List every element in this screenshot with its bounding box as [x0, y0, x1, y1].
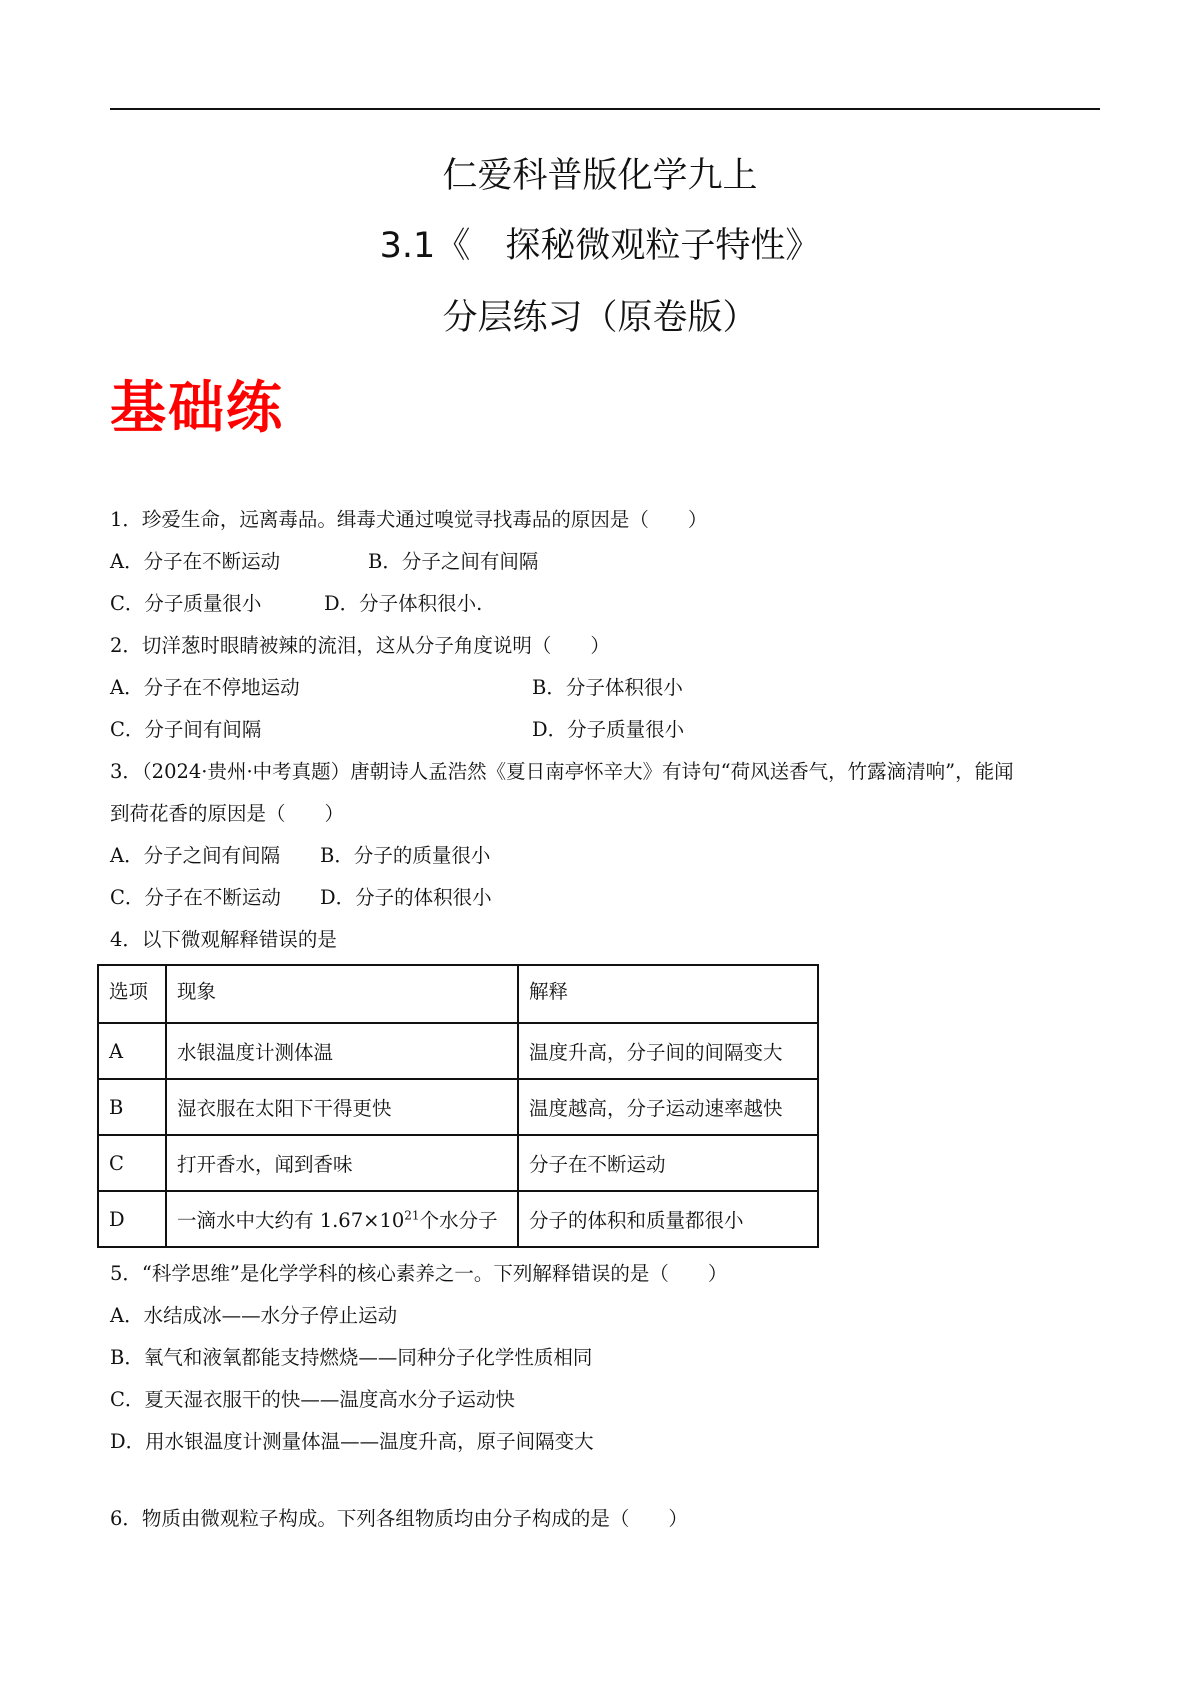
table-cell-phenomenon: 水银温度计测体温	[166, 1023, 518, 1079]
question-1-option-a: A．分子在不断运动	[110, 550, 281, 573]
question-3-option-a: A．分子之间有间隔	[110, 844, 281, 867]
question-2-option-b: B．分子体积很小	[532, 676, 683, 699]
table-cell-phenomenon: 打开香水，闻到香味	[166, 1135, 518, 1191]
question-6-stem: 6．物质由微观粒子构成。下列各组物质均由分子构成的是（ ）	[110, 1507, 688, 1530]
table-cell-phenomenon: 湿衣服在太阳下干得更快	[166, 1079, 518, 1135]
question-3-option-b: B．分子的质量很小	[320, 844, 491, 867]
table-cell-phenomenon	[166, 1191, 518, 1247]
table-cell-explanation: 温度升高，分子间的间隔变大	[518, 1023, 818, 1079]
question-1-option-b: B．分子之间有间隔	[368, 550, 539, 573]
question-1-option-c: C．分子质量很小	[110, 592, 262, 615]
phenomenon-text-post: 个水分子	[419, 1209, 498, 1232]
table-header-explanation: 解释	[518, 965, 818, 1023]
question-3-stem-line2: 到荷花香的原因是（ ）	[110, 802, 345, 825]
header-rule	[110, 108, 1100, 110]
table-row	[98, 1191, 818, 1247]
table-row	[98, 1079, 818, 1135]
question-3-stem-line1: 3．（2024·贵州·中考真题）唐朝诗人孟浩然《夏日南亭怀辛大》有诗句“荷风送香气，竹露滴清响”，能闻	[110, 760, 1014, 783]
table-header-phenomenon: 现象	[166, 965, 518, 1023]
table-cell-explanation: 分子的体积和质量都很小	[518, 1191, 818, 1247]
table-cell-explanation: 温度越高，分子运动速率越快	[518, 1079, 818, 1135]
section-title: 基础练	[110, 376, 284, 441]
table-header-row	[98, 965, 818, 1023]
question-3-option-d: D．分子的体积很小	[320, 886, 492, 909]
table-header-option: 选项	[98, 965, 166, 1023]
document-subtitle: 分层练习（原卷版）	[442, 298, 758, 338]
question-5-option-a: A．水结成冰——水分子停止运动	[110, 1304, 398, 1327]
question-2-option-c: C．分子间有间隔	[110, 718, 262, 741]
document-title: 仁爱科普版化学九上	[442, 156, 758, 196]
table-cell-option: A	[98, 1023, 166, 1079]
question-5-option-c: C．夏天湿衣服干的快——温度高水分子运动快	[110, 1388, 515, 1411]
table-cell-option: B	[98, 1079, 166, 1135]
phenomenon-text-pre: 一滴水中大约有 1.67×10	[177, 1209, 405, 1232]
question-5-option-d: D．用水银温度计测量体温——温度升高，原子间隔变大	[110, 1430, 594, 1453]
question-2-stem: 2．切洋葱时眼睛被辣的流泪，这从分子角度说明（ ）	[110, 634, 610, 657]
table-cell-explanation: 分子在不断运动	[518, 1135, 818, 1191]
question-2-option-d: D．分子质量很小	[532, 718, 685, 741]
question-3-option-c: C．分子在不断运动	[110, 886, 281, 909]
question-1-option-d: D．分子体积很小.	[324, 592, 483, 615]
question-5-stem: 5．“科学思维”是化学学科的核心素养之一。下列解释错误的是（ ）	[110, 1262, 728, 1285]
table-row	[98, 1023, 818, 1079]
table-cell-option: C	[98, 1135, 166, 1191]
question-5-option-b: B．氧气和液氧都能支持燃烧——同种分子化学性质相同	[110, 1346, 593, 1369]
lesson-title: 3.1《 探秘微观粒子特性》	[379, 226, 821, 266]
question-1-stem: 1．珍爱生命，远离毒品。缉毒犬通过嗅觉寻找毒品的原因是（ ）	[110, 508, 708, 531]
table-cell-option: D	[98, 1191, 166, 1247]
exponent: 21	[404, 1208, 420, 1223]
table-row	[98, 1135, 818, 1191]
explanation-table	[97, 964, 819, 1248]
question-2-option-a: A．分子在不停地运动	[110, 676, 300, 699]
question-4-stem: 4．以下微观解释错误的是	[110, 928, 337, 951]
